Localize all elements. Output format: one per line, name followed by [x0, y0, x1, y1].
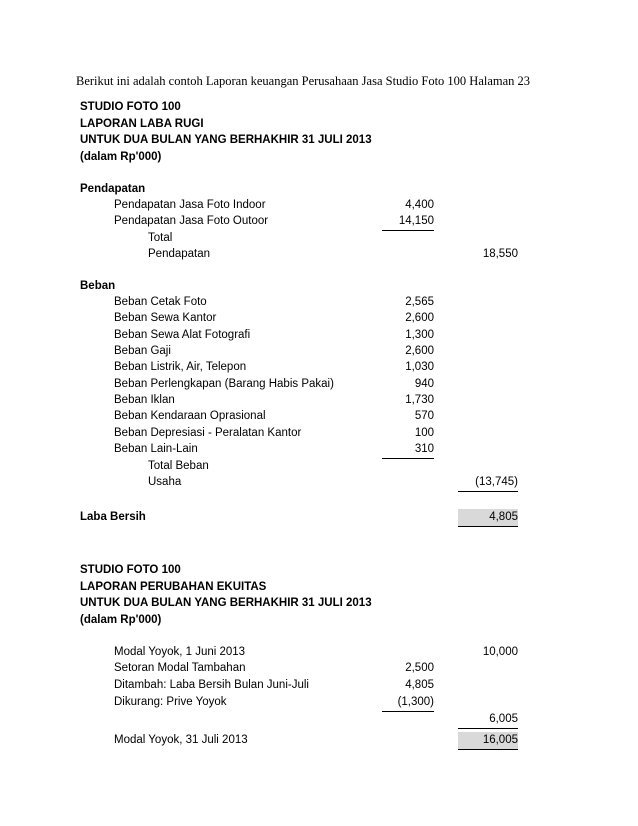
expense-item-label: Beban Listrik, Air, Telepon: [114, 361, 247, 373]
expense-item-value: 2,600: [405, 312, 434, 324]
equity-title-company: STUDIO FOTO 100: [80, 564, 181, 576]
page-caption: Berikut ini adalah contoh Laporan keuangan Perusahaan Jasa Studio Foto 100 Halaman 23: [76, 74, 531, 88]
expense-item-value: 1,300: [405, 329, 434, 341]
revenue-item-label: Pendapatan Jasa Foto Outoor: [114, 215, 269, 227]
revenue-item-label: Pendapatan Jasa Foto Indoor: [114, 199, 266, 211]
income-title-unit: (dalam Rp'000): [80, 151, 162, 163]
equity-title-unit: (dalam Rp'000): [80, 614, 162, 626]
net-income-added-label: Ditambah: Laba Bersih Bulan Juni-Juli: [114, 679, 309, 691]
expense-item-label: Beban Depresiasi - Peralatan Kantor: [114, 427, 302, 439]
expense-header: Beban: [80, 280, 116, 292]
revenue-header: Pendapatan: [80, 183, 146, 195]
expense-item-value: 100: [414, 427, 434, 439]
opening-capital-value: 10,000: [482, 646, 518, 658]
closing-capital-value: 16,005: [458, 732, 518, 750]
expense-item-label: Beban Sewa Kantor: [114, 312, 217, 324]
equity-title-report: LAPORAN PERUBAHAN EKUITAS: [80, 581, 267, 593]
expense-item-label: Beban Iklan: [114, 394, 175, 406]
expense-item-label: Beban Gaji: [114, 345, 171, 357]
expense-item-value: 1,030: [405, 361, 434, 373]
expense-item-value: 2,565: [405, 296, 434, 308]
net-income-value: 4,805: [458, 509, 518, 527]
expense-item-label: Beban Sewa Alat Fotografi: [114, 329, 251, 341]
net-income-added-value: 4,805: [405, 679, 434, 691]
additional-capital-value: 2,500: [405, 662, 434, 674]
total-revenue-label-line1: Total: [148, 232, 173, 244]
expense-item-value: 310: [382, 441, 434, 459]
expense-item-label: Beban Kendaraan Oprasional: [114, 410, 266, 422]
equity-title-period: UNTUK DUA BULAN YANG BERHAKHIR 31 JULI 2013: [80, 597, 372, 609]
expense-item-value: 940: [414, 378, 434, 390]
total-expense-label-line2: Usaha: [148, 476, 182, 488]
revenue-item-value: 14,150: [382, 213, 434, 231]
prive-value: (1,300): [382, 694, 434, 712]
equity-net-change-value: 6,005: [458, 711, 518, 729]
expense-item-value: 2,600: [405, 345, 434, 357]
total-revenue-value: 18,550: [482, 248, 518, 260]
expense-item-value: 1,730: [405, 394, 434, 406]
revenue-item-value: 4,400: [405, 199, 434, 211]
expense-item-label: Beban Perlengkapan (Barang Habis Pakai): [114, 378, 334, 390]
expense-item-label: Beban Lain-Lain: [114, 443, 198, 455]
opening-capital-label: Modal Yoyok, 1 Juni 2013: [114, 646, 246, 658]
income-title-period: UNTUK DUA BULAN YANG BERHAKHIR 31 JULI 2013: [80, 134, 372, 146]
closing-capital-label: Modal Yoyok, 31 Juli 2013: [114, 734, 248, 746]
expense-item-label: Beban Cetak Foto: [114, 296, 207, 308]
total-revenue-label-line2: Pendapatan: [148, 248, 211, 260]
income-title-report: LAPORAN LABA RUGI: [80, 118, 204, 130]
prive-label: Dikurang: Prive Yoyok: [114, 696, 227, 708]
total-expense-value: (13,745): [458, 474, 518, 492]
income-title-company: STUDIO FOTO 100: [80, 101, 181, 113]
total-expense-label-line1: Total Beban: [148, 460, 209, 472]
additional-capital-label: Setoran Modal Tambahan: [114, 662, 246, 674]
net-income-label: Laba Bersih: [80, 511, 146, 523]
expense-item-value: 570: [414, 410, 434, 422]
